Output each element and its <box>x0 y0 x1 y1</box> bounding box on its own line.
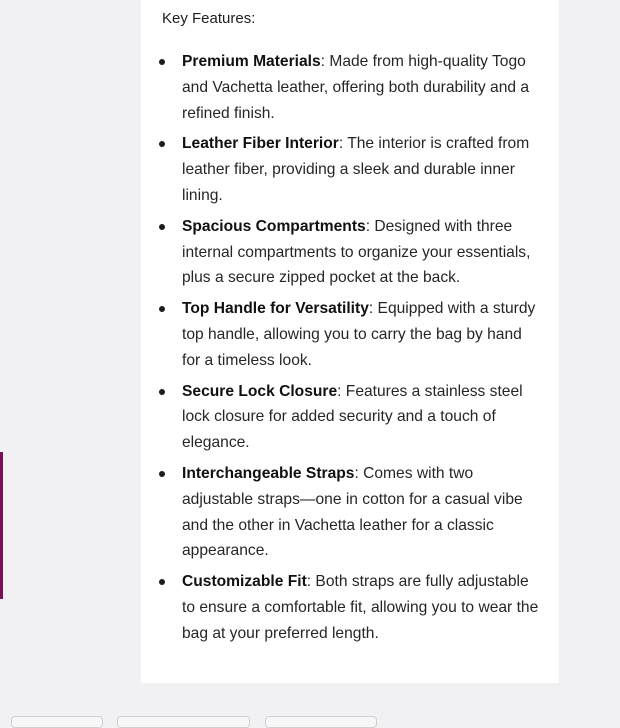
feature-title: Customizable Fit <box>182 573 307 591</box>
feature-title: Interchangeable Straps <box>182 464 355 482</box>
feature-title: Secure Lock Closure <box>182 382 338 400</box>
feature-description: : Designed with three internal compartments to organize your essentials, plus a secure zipped pocket at the back. <box>182 217 531 287</box>
feature-description: : Features a stainless steel lock closure for added security and a touch of elegance. <box>182 382 523 452</box>
bottom-tab-1[interactable] <box>11 716 103 728</box>
bottom-tab-2[interactable] <box>117 716 250 728</box>
feature-description: : Equipped with a sturdy top handle, allowing you to carry the bag by hand for a timeless look. <box>182 300 536 369</box>
feature-title: Leather Fiber Interior <box>182 135 339 153</box>
feature-title: Spacious Compartments <box>182 217 366 235</box>
key-features-list <box>141 49 559 652</box>
feature-customizable-fit <box>141 569 559 646</box>
bottom-tab-3[interactable] <box>265 716 377 728</box>
feature-leather-fiber-interior <box>141 131 559 208</box>
feature-top-handle <box>141 296 559 373</box>
feature-description: : Comes with two adjustable straps—one in cotton for a casual vibe and the other in Vachetta leather for a classic appearance. <box>182 464 523 560</box>
key-features-panel <box>141 0 559 683</box>
feature-premium-materials <box>141 49 559 126</box>
feature-description: : Both straps are fully adjustable to ensure a comfortable fit, allowing you to wear the bag at your preferred length. <box>182 573 539 642</box>
feature-title: Top Handle for Versatility <box>182 300 369 318</box>
feature-title: Premium Materials <box>182 53 321 70</box>
key-features-heading: Key Features: <box>162 10 256 27</box>
feature-description: : The interior is crafted from leather fiber, providing a sleek and durable inner lining. <box>182 135 530 204</box>
feature-secure-lock-closure <box>141 379 559 456</box>
accent-strip <box>0 452 3 599</box>
feature-description: : Made from high-quality Togo and Vachetta leather, offering both durability and a refined finish. <box>182 53 530 122</box>
feature-spacious-compartments <box>141 214 559 291</box>
feature-interchangeable-straps <box>141 461 559 564</box>
